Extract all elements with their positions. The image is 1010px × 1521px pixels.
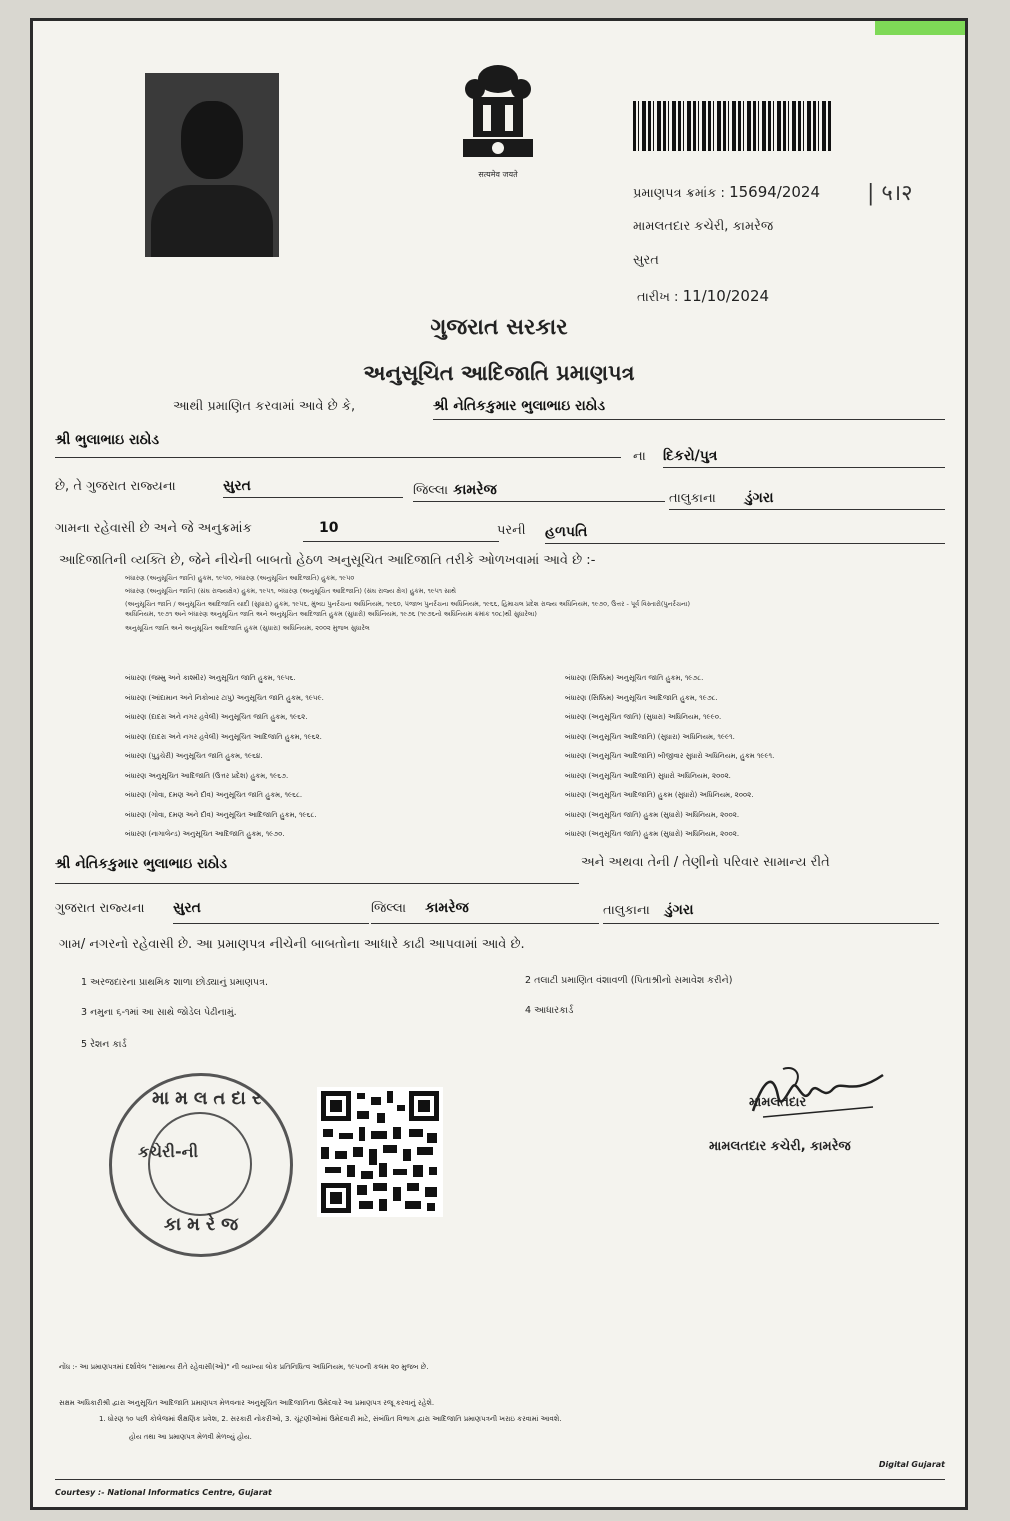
family-text: અને અથવા તેની / તેણીનો પરિવાર સામાન્ય રીતે	[581, 855, 830, 870]
resident-text: ગામના રહેવાસી છે અને જે અનુક્રમાંક	[55, 521, 252, 536]
date-label: તારીખ :	[637, 290, 679, 305]
order-line: બંધારણ (અનુસૂચિત જાતિ) (સંઘ રાજ્યક્ષેત્ર) હુકમ, ૧૯૫૧, બંધારણ (અનુસૂચિત આદિજાતિ) (સંઘ રાજ્ય ક્ષેત્ર) હુકમ, ૧૯૫૧ સાથે	[125, 586, 457, 595]
serial-field	[303, 517, 499, 542]
order-item: બંધારણ (અનુસૂચિત આદિજાતિ) (સુધારા) અધિનિયમ, ૧૯૯૧.	[565, 732, 735, 741]
certificate-number-row	[633, 183, 820, 201]
state-text: છે, તે ગુજરાત રાજ્યના	[55, 479, 176, 494]
district-field	[223, 475, 403, 498]
government-title: ગુજરાત સરકાર	[430, 315, 568, 340]
certificate-number: 15694/2024	[729, 183, 821, 201]
document-item: 5 રેશન કાર્ડ	[81, 1039, 127, 1050]
order-line: અનુસૂચિત જાતિ અને અનુસૂચિત આદિજાતિ હુકમ (સુધારા) અધિનિયમ, ૨૦૦૨ મુજબ સુધારેલ	[125, 624, 370, 633]
handwritten-number: | ५।२	[867, 181, 913, 206]
signatory-title: મામલતદાર	[749, 1095, 807, 1110]
residence-village: ડુંગરા	[664, 902, 694, 918]
certificate-page	[30, 18, 968, 1510]
document-item: 1 અરજદારના પ્રાથમિક શાળા છોડ્યાનું પ્રમાણપત્ર.	[81, 977, 268, 988]
residence-village-label: તાલુકાના	[603, 903, 650, 918]
person-name-field	[433, 395, 945, 420]
footnote-3: 1. ધોરણ ૧૦ પછી કોલેજમાં શૈક્ષણિક પ્રવેશ, 2. સરકારી નોકરીઓ, 3. ચૂંટણીઓમાં ઉમેદવારી માટે, સંબંધિત વિભાગ દ્વારા આદિજાતિ પ્રમાણપત્રની ખરાઇ કરવામાં આવશે.	[99, 1415, 562, 1423]
residence-state-text: ગુજરાત રાજ્યના	[55, 901, 145, 916]
emblem-caption: सत्यमेव जयते	[478, 170, 518, 179]
order-item: બંધારણ (ગોવા, દમણ અને દીવ) અનુસૂચિત આદિજાતિ હુકમ, ૧૯૬૮.	[125, 810, 317, 819]
order-item: બંધારણ (પુડુચેરી) અનુસૂચિત જાતિ હુકમ, ૧૯૬૪.	[125, 752, 263, 760]
order-item: બંધારણ (અનુસૂચિત જાતિ) હુકમ (સુધારો) અધિનિયમ, ૨૦૦૨.	[565, 810, 740, 819]
tribe-text: આદિજાતિની વ્યક્તિ છે, જેને નીચેની બાબતો હેઠળ અનુસૂચિત આદિજાતિ તરીકે ઓળખવામાં આવે છે :-	[59, 553, 596, 568]
orders-right-column	[565, 669, 945, 845]
caste-label: પરની	[497, 523, 526, 538]
barcode	[633, 89, 833, 159]
qr-code	[317, 1087, 443, 1217]
order-item: બંધારણ (અનુસૂચિત જાતિ) હુકમ (સુધારો) અધિનિયમ, ૨૦૦૨.	[565, 830, 740, 838]
residence-name-field	[55, 853, 579, 884]
orders-left-column	[125, 669, 495, 845]
serial-number: 10	[319, 520, 339, 536]
residence-village-field	[603, 899, 939, 924]
order-item: બંધારણ (સિક્કિમ) અનુસૂચિત જાતિ હુકમ, ૧૯૭૮.	[565, 674, 704, 682]
district: સુરત	[223, 478, 251, 494]
order-line: બંધારણ (અનુસૂચિત જાતિ) હુકમ, ૧૯૫૦, બંધારણ (અનુસૂચિત આદિજાતિ) હુકમ, ૧૯૫૦	[125, 574, 355, 582]
village-label: તાલુકાના	[669, 491, 716, 506]
certificate-number-label: પ્રમાણપત્ર ક્રમાંક :	[633, 186, 725, 201]
document-item: 2 તલાટી પ્રમાણિત વંશાવળી (પિતાશ્રીનો સમાવેશ કરીને)	[525, 975, 733, 986]
order-item: બંધારણ (અનુસૂચિત આદિજાતિ) હુકમ (સુધારો) અધિનિયમ, ૨૦૦૨.	[565, 791, 754, 799]
issue-date: 11/10/2024	[682, 287, 770, 305]
signatory-office: મામલતદાર કચેરી, કામરેજ	[709, 1139, 851, 1154]
certificate-title: અનુસૂચિત આદિજાતિ પ્રમાણપત્ર	[363, 361, 635, 385]
date-row	[637, 287, 769, 305]
issuer-office: મામલતદાર કચેરી, કામરેજ	[633, 219, 774, 234]
residence-district: સુરત	[173, 900, 201, 916]
father-name: શ્રી ભુલાભાઇ રાઠોડ	[55, 432, 160, 448]
relation: દિકરો/પુત્ર	[663, 448, 718, 464]
taluka: કામરેજ	[453, 482, 497, 498]
residence-person-name: શ્રી નેતિકકુમાર ભુલાભાઇ રાઠોડ	[55, 856, 228, 872]
village-field	[669, 487, 945, 510]
relation-field	[663, 445, 945, 468]
caste-field	[545, 521, 945, 544]
residence-taluka-field	[371, 897, 599, 924]
national-emblem-icon	[453, 59, 543, 169]
document-item: 3 નમુના ૬-૧માં આ સાથે જોડેલ પેઢીનામું.	[81, 1007, 237, 1018]
footer-brand: Digital Gujarat	[878, 1460, 945, 1469]
village: ડુંગરા	[744, 490, 774, 506]
caste: હળપતિ	[545, 524, 588, 540]
footnote-1: નોંધ :- આ પ્રમાણપત્રમાં દર્શાવેલ "સામાન્ય રીતે રહેવાસી(ઓ)" ની વ્યાખ્યા લોક પ્રતિનિધિત્વ અધિનિયમ, ૧૯૫૦ની કલમ ૨૦ મુજબ છે.	[59, 1363, 429, 1371]
order-item: બંધારણ (અનુસૂચિત આદિજાતિ) બીજીવાર સુધારો અધિનિયમ, હુકમ ૧૯૯૧.	[565, 752, 775, 760]
residence-text: ગામ/ નગરનો રહેવાસી છે. આ પ્રમાણપત્ર નીચેની બાબતોના આધારે કાઢી આપવામાં આવે છે.	[59, 937, 525, 952]
order-item: બંધારણ (અનુસૂચિત આદિજાતિ) સુધારો અધિનિયમ, ૨૦૦૨.	[565, 771, 731, 780]
footnote-4: હોય તથા આ પ્રમાણપત્ર મેળવી મેળવ્યું હોય.	[129, 1433, 252, 1441]
order-item: બંધારણ (ગોવા, દમણ અને દીવ) અનુસૂચિત જાતિ હુકમ, ૧૯૬૮.	[125, 791, 303, 799]
na-label: ના	[633, 449, 646, 464]
certify-text: આથી પ્રમાણિત કરવામાં આવે છે કે,	[173, 399, 356, 414]
residence-taluka: કામરેજ	[425, 900, 469, 916]
footer-bar	[55, 1460, 945, 1498]
order-item: બંધારણ (આંદામાન અને નિકોબાર ટાપુ) અનુસૂચિત જાતિ હુકમ, ૧૯૫૯.	[125, 693, 324, 702]
order-line: (અનુસૂચિત જાતિ / અનુસૂચિત આદિજાતિ યાદી (સુધારા) હુકમ, ૧૯૫૬, મુંબઇ પુનર્રચના અધિનિયમ, ૧૯૬૦, પંજાબ પુનર્રચના અધિનિયમ, ૧૯૬૬, હિમાચલ પ્રદેશ રાજ્ય અધિનિયમ, ૧૯૭૦, ઉત્તર - પૂર્વ વિસ્તારો(પુનર્રચના)	[125, 599, 691, 608]
document-item: 4 આધારકાર્ડ	[525, 1005, 574, 1016]
residence-taluka-label: જિલ્લા	[371, 901, 407, 916]
taluka-field	[413, 479, 665, 502]
taluka-label: જિલ્લા	[413, 483, 449, 498]
order-item: બંધારણ અનુસૂચિત આદિજાતિ (ઉત્તર પ્રદેશ) હુકમ, ૧૯૬૭.	[125, 771, 289, 780]
applicant-photo	[145, 73, 279, 257]
order-item: બંધારણ (અનુસૂચિત જાતિ) (સુધારા) અધિનિયમ, ૧૯૯૦.	[565, 713, 722, 721]
office-seal: મામલતદાર કચેરી-ની કામરેજ	[109, 1073, 293, 1257]
orders-paragraph	[125, 575, 945, 633]
order-item: બંધારણ (જમ્મુ અને કાશ્મીર) અનુસૂચિત જાતિ હુકમ, ૧૯૫૬.	[125, 674, 296, 682]
residence-district-field	[173, 897, 369, 924]
person-name: શ્રી નેતિકકુમાર ભુલાભાઇ રાઠોડ	[433, 398, 606, 414]
green-tape	[875, 21, 965, 35]
father-name-field	[55, 429, 621, 458]
order-item: બંધારણ (દાદરા અને નગર હવેલી) અનુસૂચિત જાતિ હુકમ, ૧૯૬૨.	[125, 713, 308, 721]
order-item: બંધારણ (દાદરા અને નગર હવેલી) અનુસૂચિત આદિજાતિ હુકમ, ૧૯૬૨.	[125, 732, 322, 741]
order-item: બંધારણ (નાગાલેન્ડ) અનુસૂચિત આદિજાતિ હુકમ, ૧૯૭૦.	[125, 830, 285, 838]
order-item: બંધારણ (સિક્કિમ) અનુસૂચિત આદિજાતિ હુકમ, ૧૯૭૮.	[565, 693, 718, 702]
footer-courtesy: Courtesy :- National Informatics Centre, Gujarat	[55, 1488, 272, 1497]
footnote-2: સક્ષમ અધિકારીશ્રી દ્વારા અનુસૂચિત આદિજાતિ પ્રમાણપત્ર મેળવનાર અનુસૂચિત આદિજાતિના ઉમેદવારે આ પ્રમાણપત્ર રજૂ કરવાનું રહેશે.	[59, 1399, 435, 1407]
order-line: અધિનિયમ, ૧૯૭૧ અને બંધારણ અનુસૂચિત જાતિ અને અનુસૂચિત આદિજાતિ હુકમ (સુધારો) અધિનિયમ, ૧૯૭૬ (૧૯૭૬નો અધિનિયમ ક્રમાંક ૧૦૮)થી સુધારેલા)	[125, 610, 537, 619]
issuer-city: સુરત	[633, 253, 659, 268]
